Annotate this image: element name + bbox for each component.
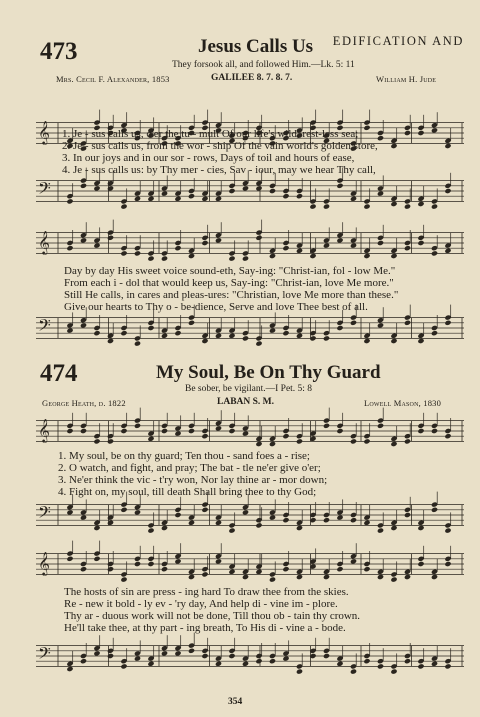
clef-icon: 𝄢	[38, 178, 51, 203]
lyric-line: 3. In our joys and in our sor - rows, Days of toil and hours of ease,	[62, 152, 355, 164]
hymn-474-lyrics-system-2	[64, 586, 360, 634]
clef-icon: 𝄢	[38, 315, 51, 340]
note-heads	[66, 541, 451, 583]
hymn-473-author: Mrs. Cecil F. Alexander, 1853	[56, 74, 170, 84]
staff-lines	[36, 230, 464, 255]
note-heads	[66, 633, 451, 675]
clef-icon: 𝄢	[38, 643, 51, 668]
hymn-473-tune: GALILEE 8. 7. 8. 7.	[211, 73, 293, 83]
staff-lines	[36, 502, 464, 526]
lyric-line: 2. Je - sus calls us, from the wor - ship Of the vain world's golden store,	[62, 140, 378, 152]
lyric-line: Give our hearts to Thy o - be-dience, Serve and love Thee best of all.	[64, 301, 368, 313]
lyric-line: Day by day His sweet voice sound-eth, Say-ing: "Christ-ian, fol - low Me."	[64, 265, 396, 277]
hymn-473-music-system-1-bass	[36, 176, 464, 206]
hymn-474-author: George Heath, d. 1822	[42, 398, 126, 408]
hymn-473-number: 473	[40, 38, 78, 65]
hymn-474-lyrics-system-1	[58, 450, 327, 498]
clef-icon: 𝄞	[38, 230, 50, 255]
hymn-474-title: My Soul, Be On Thy Guard	[156, 362, 381, 383]
hymn-474-music-system-1	[36, 413, 464, 449]
staff-lines	[36, 643, 464, 667]
clef-icon: 𝄞	[38, 551, 50, 576]
clef-icon: 𝄢	[38, 502, 51, 527]
lyric-line: 4. Fight on, my soul, till death Shall bring thee to thy God;	[58, 486, 317, 498]
hymn-474-number: 474	[40, 360, 78, 387]
lyric-line: 4. Je - sus calls us: by Thy mer - cies, Sav - iour, may we hear Thy call,	[62, 164, 376, 176]
hymn-474-composer: Lowell Mason, 1830	[364, 398, 442, 408]
hymn-473-music-system-2	[36, 226, 464, 260]
note-heads	[66, 220, 451, 262]
clef-icon: 𝄞	[38, 120, 50, 145]
lyric-line: From each i - dol that would keep us, Say-ing: "Christ-ian, love Me more."	[64, 277, 394, 289]
lyric-line: 2. O watch, and fight, and pray; The bat - tle ne'er give o'er;	[58, 462, 321, 474]
staff-lines	[36, 418, 464, 443]
lyric-line: The hosts of sin are press - ing hard To draw thee from the skies.	[64, 586, 349, 598]
lyric-line: Still He calls, in cares and pleas-ures: "Christian, love Me more than these."	[64, 289, 399, 301]
staff-lines	[36, 315, 464, 339]
hymn-473-lyrics-system-2	[64, 265, 398, 313]
lyric-line: 1. Je - sus calls us, o'er the tu - mult Of our life's wild, rest-less sea;	[62, 128, 359, 140]
hymn-474-music-system-2	[36, 546, 464, 582]
section-heading: EDIFICATION AND	[332, 34, 464, 48]
hymn-473-lyrics-system-1	[62, 128, 378, 176]
page-number: 354	[228, 697, 243, 707]
lyric-line: 1. My soul, be on thy guard; Ten thou - sand foes a - rise;	[58, 450, 310, 462]
lyric-line: He'll take thee, at thy part - ing breath, To His di - vine a - bode.	[64, 622, 346, 634]
clef-icon: 𝄞	[38, 418, 50, 443]
staff-lines	[36, 178, 464, 202]
lyric-line: Thy ar - duous work will not be done, Till thou ob - tain thy crown.	[64, 610, 361, 622]
lyric-line: Re - new it bold - ly ev - 'ry day, And help di - vine im - plore.	[64, 598, 338, 610]
hymn-474-scripture: Be sober, be vigilant.—I Pet. 5: 8	[185, 384, 313, 394]
hymn-473-scripture: They forsook all, and followed Him.—Lk. 5: 11	[172, 60, 355, 70]
hymn-474-tune: LABAN S. M.	[217, 397, 275, 407]
lyric-line: 3. Ne'er think the vic - t'ry won, Nor lay thine ar - mor down;	[58, 474, 328, 486]
hymn-473-composer: William H. Jude	[376, 74, 437, 84]
staff-lines	[36, 551, 464, 576]
hymn-473-music-system-2-bass	[36, 313, 464, 343]
hymn-473-title: Jesus Calls Us	[198, 36, 314, 57]
hymn-474-music-system-2-bass	[36, 638, 464, 674]
note-heads	[66, 492, 451, 534]
hymn-474-music-system-1-bass	[36, 497, 464, 533]
